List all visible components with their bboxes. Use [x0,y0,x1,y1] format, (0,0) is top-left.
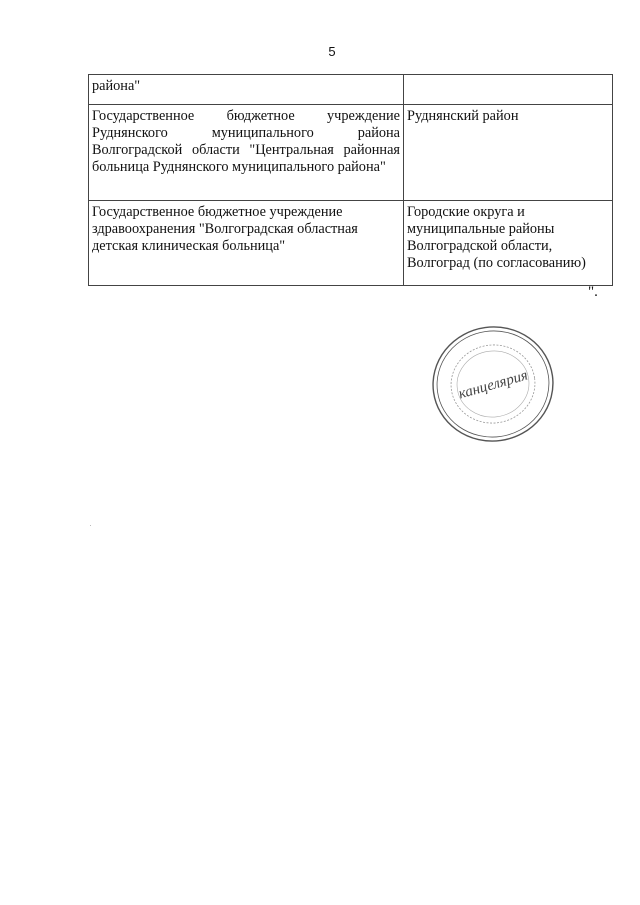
stamp-text: канцелярия [456,367,530,403]
table-row [89,75,613,105]
scan-speck [90,525,91,526]
table-row [89,105,613,201]
closing-quote: ". [588,284,598,300]
institution-cell: района" [89,75,404,105]
institution-cell: Государственное бюджетное учреждение Руднянского муниципального района Волгоградской области "Центральная районная больница Руднянского муниципального района" [89,105,404,201]
institutions-table [88,74,613,286]
territory-cell [404,75,613,105]
office-stamp [428,322,558,447]
page-number: 5 [328,44,336,59]
territory-cell: Руднянский район [404,105,613,201]
institution-cell: Государственное бюджетное учреждение здравоохранения "Волгоградская областная детская клиническая больница" [89,201,404,286]
table-row [89,201,613,286]
territory-cell: Городские округа и муниципальные районы Волгоградской области, Волгоград (по согласованию) [404,201,613,286]
